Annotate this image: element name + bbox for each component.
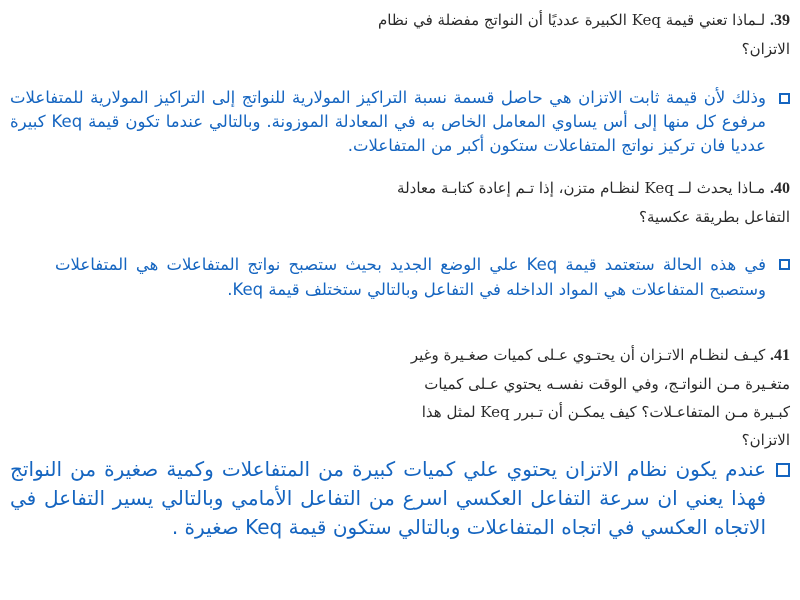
question-39	[370, 6, 790, 63]
checkbox-square-icon	[776, 463, 790, 477]
answer-41-text: عندم يكون نظام الاتزان يحتوي علي كميات كبيرة من المتفاعلات وكمية صغيرة من النواتج فهذا يعني ان سرعة التفاعل العكسي اسرع من التفاعل الأمامي وبالتالي يسير التفاعل في الاتجاه العكسي في اتجاه المتفاعلات وبالتالي ستكون قيمة Keq صغيرة .	[10, 457, 766, 539]
question-41-line-2: متغـيرة مـن النواتـج، وفي الوقت نفسـه يحتوي عـلى كميات	[424, 375, 790, 393]
question-39-line-1: 39. لـماذا تعني قيمة Keq الكبيرة عدديًا أن النواتج مفضلة في نظام	[377, 11, 790, 29]
question-39-line-2: الاتزان؟	[741, 40, 790, 58]
checkbox-square-icon	[779, 93, 790, 104]
answer-40-text: في هذه الحالة ستعتمد قيمة Keq علي الوضع الجديد بحيث ستصبح نواتج المتفاعلات هي المتفاعلات وستصبح المتفاعلات هي المواد الداخله في التفاعل وبالتالي ستختلف قيمة Keq.	[55, 255, 767, 299]
answer-41	[10, 455, 790, 542]
question-41-line-4: الاتزان؟	[741, 431, 790, 449]
question-41	[370, 341, 790, 454]
answer-39-text: وذلك لأن قيمة ثابت الاتزان هي حاصل قسمة نسبة التراكيز المولارية للنواتج إلى التراكيز المولارية للمتفاعلات مرفوع كل منها إلى أس يساوي المعامل الخاص به في المعادلة الموزونة. وبالتالي عندما تكون قيمة Keq كبيرة عدديا فان تركيز نواتج المتفاعلات ستكون أكبر من المتفاعلات.	[10, 88, 766, 155]
answer-39	[10, 86, 790, 158]
question-39-number: 39.	[770, 12, 790, 29]
question-40-number: 40.	[770, 180, 790, 197]
question-41-number: 41.	[770, 347, 790, 364]
question-40-line-2: التفاعل بطريقة عكسية؟	[639, 208, 790, 226]
question-41-line-3: كبـيرة مـن المتفاعـلات؟ كيف يمكـن أن تـبرر Keq لمثل هذا	[421, 403, 790, 421]
question-40	[370, 174, 790, 231]
question-41-line-1: 41. كيـف لنظـام الاتـزان أن يحتـوي عـلى كميات صغـيرة وغير	[410, 346, 790, 364]
answer-40	[55, 252, 790, 302]
question-40-line-1: 40. مـاذا يحدث لــ Keq لنظـام متزن، إذا تـم إعادة كتابـة معادلة	[397, 179, 790, 197]
checkbox-square-icon	[779, 259, 790, 270]
